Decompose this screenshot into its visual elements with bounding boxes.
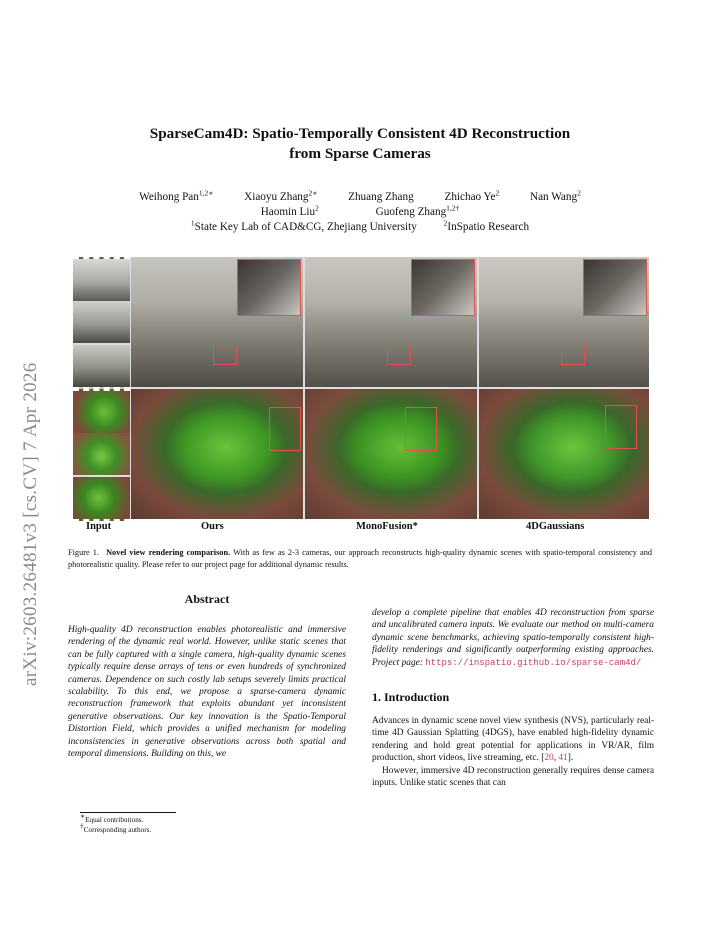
4dgaussians-balloon-render [479,389,649,519]
figure-caption [68,547,652,571]
abstract-body [68,624,346,760]
author: Nan Wang$^2$ [530,188,581,203]
zoom-box [269,407,301,451]
input-thumb [73,433,130,475]
introduction-section [372,690,654,789]
abstract-text-left: High-quality 4D reconstruction enables photorealistic and immersive rendering of the dynamic real world. However, unlike static scenes that can be fully captured with a single camera, high-quality dynamic scenes typically require dense arrays of tens or even hundreds of synchronized cameras. Dependence on such costly lab setups severely limits practical scalability. To this end, we propose a sparse-camera dynamic reconstruction framework that exploits abundant yet inconsistent generative observations. Our key innovation is the Spatio-Temporal Distortion Field, which provides a unified mechanism for modeling inconsistencies in generative observations across both spatial and temporal dimensions. Building on this, we [68,625,346,760]
author: Zhuang Zhang [348,191,414,203]
monofusion-balloon-render [305,389,477,519]
input-thumb [73,345,130,389]
zoom-box [561,345,585,365]
arxiv-sidebar [10,268,50,688]
abstract-heading: Abstract [184,592,230,606]
paper-title [80,124,640,164]
figure-column-labels [73,521,649,535]
label-ours: Ours [201,521,224,532]
introduction-heading: 1. Introduction [372,690,450,704]
author: Xiaoyu Zhang$^{2∗}$ [244,188,318,203]
footnote-corresponding: †Corresponding authors. [80,821,152,834]
ours-kitchen-render [131,257,303,387]
citation-link[interactable]: 41 [558,753,568,764]
footnote-rule [80,812,176,813]
author: Guofeng Zhang$^{1,2\dagger}$ [375,203,460,218]
input-thumb [73,477,130,521]
input-thumb [73,389,130,433]
4dgaussians-kitchen-render [479,257,649,387]
title-line-2: from Sparse Cameras [289,145,431,162]
zoom-box [387,345,411,365]
footnotes [80,812,176,835]
zoom-inset [411,259,475,316]
affiliation: InSpatio Research [447,221,530,233]
zoom-box [213,345,237,365]
title-line-1: SparseCam4D: Spatio-Temporally Consistent 4D Reconstruction [149,125,571,142]
figure-number: Figure 1. [68,548,99,557]
intro-paragraph-1: Advances in dynamic scene novel view synthesis (NVS), particularly real-time 4D Gaussian Splatting (4DGS), have enabled high-fidelity dynamic rendering and hold great potential for applications in VR/AR, film production, short videos, live streaming, etc. [20, 41]. [372,716,654,764]
abstract-text-right: develop a complete pipeline that enables 4D reconstruction from sparse and uncalibrated camera inputs. We evaluate our method on multi-camera dynamic scene benchmarks, achieving spatio-temporally consistent high-fidelity renderings and significantly outperforming existing approaches. [372,608,654,656]
project-page-link[interactable]: https://inspatio.github.io/sparse-cam4d/ [425,657,642,668]
ours-balloon-render [131,389,303,519]
author-row-2 [70,205,650,220]
affiliations: $^1$State Key Lab of CAD&CG, Zhejiang University $^2$InSpatio Research [190,218,530,233]
zoom-box [605,405,637,449]
input-thumb [73,301,130,343]
citation-link[interactable]: 20 [544,753,554,764]
affiliation: State Key Lab of CAD&CG, Zhejiang University [194,221,417,233]
author: Weihong Pan$^{1,2∗}$ [139,188,214,203]
figure-caption-text: With as few as 2-3 cameras, our approach reconstructs high-quality dynamic scenes with spatio-temporal consistency and photorealistic quality. Please refer to our project page for additional dynamic results. [68,548,652,569]
label-4dgaussians: 4DGaussians [526,521,585,532]
footnote-equal: ∗Equal contributions. [80,811,144,824]
author: Haomin Liu$^2$ [260,203,319,218]
label-monofusion: MonoFusion* [356,521,418,532]
abstract-section [68,592,346,760]
zoom-inset [583,259,647,316]
monofusion-kitchen-render [305,257,477,387]
input-thumb [73,257,130,301]
zoom-inset [237,259,301,316]
figure-caption-bold: Novel view rendering comparison. [106,548,231,557]
abstract-continued [372,607,654,669]
label-input: Input [86,521,112,532]
teaser-figure [73,257,649,519]
arxiv-identifier: arXiv:2603.26481v3 [cs.CV] 7 Apr 2026 [20,362,41,686]
intro-paragraph-2: However, immersive 4D reconstruction generally requires dense camera inputs. Unlike static scenes that can [372,765,654,789]
author: Zhichao Ye$^2$ [444,188,500,203]
author-row-1 [70,190,650,205]
project-page-label: Project page: [372,657,423,668]
zoom-box [405,407,437,451]
author-block [70,190,650,235]
